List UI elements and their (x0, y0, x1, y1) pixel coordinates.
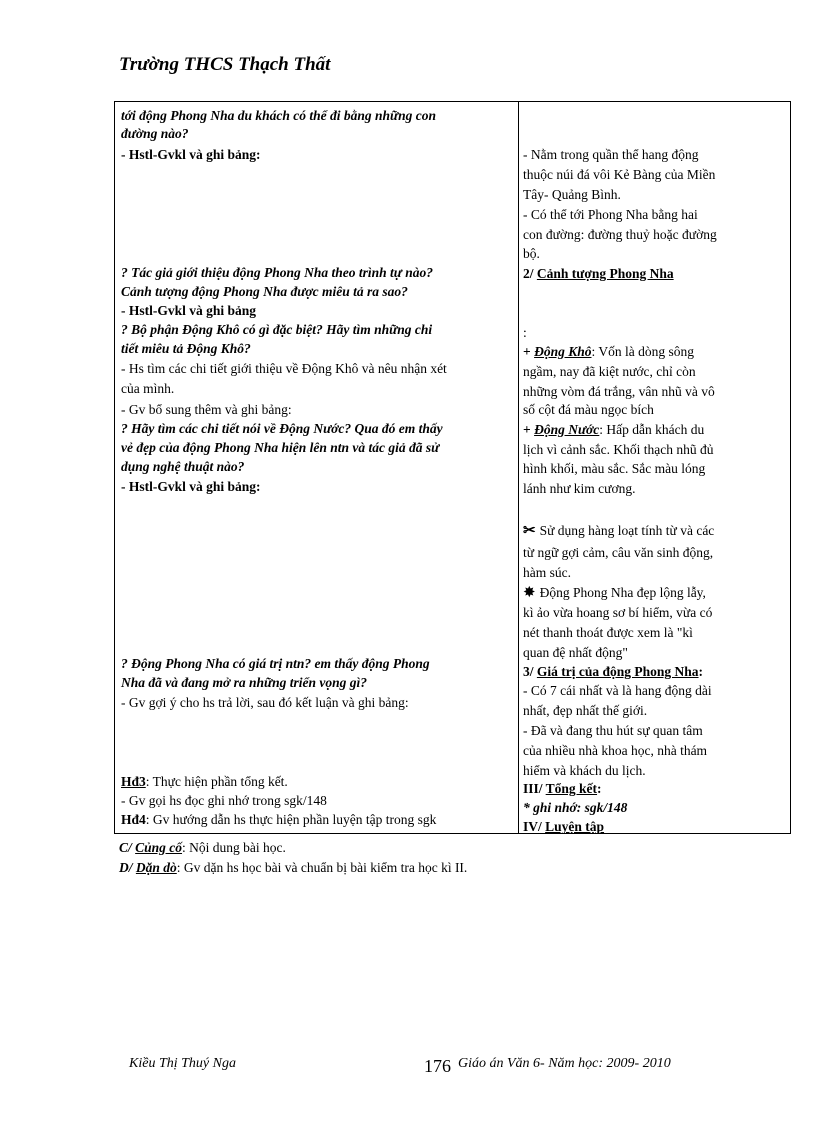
question-1-line-2: đường nào? (121, 126, 189, 141)
question-3-line-1: ? Bộ phận Động Khô có gì đặc biệt? Hãy tìm những chi (121, 322, 433, 337)
column-divider (518, 102, 519, 833)
question-3-line-2: tiết miêu tả Động Khô? (121, 341, 251, 356)
cung-co-line (119, 838, 286, 857)
dong-nuoc-title: Động Nước (534, 422, 600, 437)
question-4-note: - Hstl-Gvkl và ghi bảng: (121, 479, 261, 494)
value-2-line-3: hiểm và khách du lịch. (523, 763, 646, 778)
question-4-line-1: ? Hãy tìm các chi tiết nói về Động Nước? Qua đó em thấy (121, 421, 443, 436)
note-2-text: Động Phong Nha đẹp lộng lẫy, (539, 585, 706, 600)
dan-do-line (119, 858, 467, 877)
hd3-text: : Thực hiện phần tổng kết. (145, 774, 288, 789)
hd3-detail: - Gv gọi hs đọc ghi nhớ trong sgk/148 (121, 793, 327, 808)
note-2-line-2: kì ảo vừa hoang sơ bí hiểm, vừa có (523, 605, 713, 620)
question-2-note: - Hstl-Gvkl và ghi bảng (121, 303, 257, 318)
dong-kho-line-3: những vòm đá trắng, vân nhũ và vô (523, 384, 715, 399)
cung-co-prefix: C/ (119, 840, 136, 855)
section-4-heading (523, 779, 602, 798)
school-header: Trường THCS Thạch Thất (119, 54, 331, 75)
section-3-heading (523, 662, 703, 681)
question-2-line-2: Cảnh tượng động Phong Nha được miêu tả ra sao? (121, 284, 408, 299)
hd4-text: : Gv hướng dẫn hs thực hiện phần luyện tập trong sgk (145, 812, 437, 827)
dong-kho-plus: + (523, 344, 535, 359)
dong-nuoc-line-4: lánh như kim cương. (523, 481, 636, 496)
answer-1-line-2: thuộc núi đá vôi Kẻ Bàng của Miền (523, 167, 716, 182)
dong-kho-line-2: ngầm, nay đã kiệt nước, chỉ còn (523, 364, 696, 379)
section-4-title: Tổng kết (545, 781, 598, 796)
dong-kho-title: Động Khô (534, 344, 592, 359)
question-3-line-4: của mình. (121, 381, 175, 396)
question-3-line-5: - Gv bổ sung thêm và ghi bảng: (121, 402, 292, 417)
section-4-number: III/ (523, 781, 546, 796)
section-5-number: IV/ (523, 819, 546, 834)
note-2-line-3: nét thanh thoát được xem là "kì (523, 625, 693, 640)
cung-co-text: : Nội dung bài học. (182, 840, 286, 855)
section-4-colon: : (597, 781, 602, 796)
question-1-line-1: tới động Phong Nha du khách có thể đi bằng những con (121, 108, 437, 123)
note-1-line-1 (523, 521, 714, 541)
section-3-number: 3/ (523, 664, 537, 679)
cung-co-label: Củng cố (135, 840, 183, 855)
section-5-heading (523, 817, 604, 836)
question-5-line-2: Nha đã và đang mở ra những triển vọng gì? (121, 675, 367, 690)
question-4-line-3: dụng nghệ thuật nào? (121, 459, 245, 474)
hd4-line (121, 810, 436, 829)
page-number: 176 (424, 1056, 451, 1076)
question-3-line-3: - Hs tìm các chi tiết giới thiệu về Động Khô và nêu nhận xét (121, 361, 447, 376)
footer-author: Kiều Thị Thuý Nga (129, 1056, 236, 1071)
section-4-note: * ghi nhớ: sgk/148 (523, 800, 628, 815)
scissors-icon: ✂ (523, 523, 536, 539)
lesson-table (114, 101, 791, 834)
hd3-label: Hđ3 (121, 774, 146, 789)
dan-do-text: : Gv dặn hs học bài và chuẩn bị bài kiểm tra học kì II. (176, 860, 468, 875)
dong-nuoc-line-2: lịch vì cảnh sắc. Khối thạch nhũ đủ (523, 442, 714, 457)
value-2-line-1: - Đã và đang thu hút sự quan tâm (523, 723, 703, 738)
value-1-line-1: - Có 7 cái nhất và là hang động dài (523, 683, 712, 698)
dan-do-prefix: D/ (119, 860, 136, 875)
dong-nuoc-text-1: : Hấp dẫn khách du (599, 422, 705, 437)
answer-1-line-1: - Nằm trong quần thể hang động (523, 147, 699, 162)
question-2-line-1: ? Tác giả giới thiệu động Phong Nha theo trình tự nào? (121, 265, 434, 280)
answer-1-line-3: Tây- Quảng Bình. (523, 187, 621, 202)
section-3-colon: : (698, 664, 704, 679)
note-2-line-4: quan đệ nhất động" (523, 645, 628, 660)
answer-1-line-6: bộ. (523, 246, 540, 261)
answer-1-line-5: con đường: đường thuỷ hoặc đường (523, 227, 717, 242)
section-2-heading (523, 264, 674, 283)
footer-info: Giáo án Văn 6- Năm học: 2009- 2010 (458, 1056, 671, 1071)
dong-kho-text-1: : Vốn là dòng sông (591, 344, 694, 359)
section-3-title: Giá trị của động Phong Nha (536, 664, 699, 679)
answer-1-line-4: - Có thể tới Phong Nha bằng hai (523, 207, 698, 222)
hd3-line (121, 772, 288, 791)
note-1-text: Sử dụng hàng loạt tính từ và các (539, 523, 715, 538)
section-2-title: Cảnh tượng Phong Nha (536, 266, 674, 281)
question-4-line-2: vẻ đẹp của động Phong Nha hiện lên ntn và tác giả đã sử (121, 440, 440, 455)
dong-nuoc-plus: + (523, 422, 535, 437)
note-1-line-2: từ ngữ gợi cảm, câu văn sinh động, (523, 545, 714, 560)
question-5-line-1: ? Động Phong Nha có giá trị ntn? em thấy động Phong (121, 656, 430, 671)
hd4-label: Hđ4 (121, 812, 146, 827)
dan-do-label: Dặn dò (135, 860, 177, 875)
dong-nuoc-line-1 (523, 420, 704, 439)
question-1-note: - Hstl-Gvkl và ghi bảng: (121, 147, 261, 162)
colon-mark: : (523, 325, 527, 340)
flower-icon: ✸ (523, 585, 536, 601)
section-5-title: Luyện tập (545, 819, 605, 834)
value-1-line-2: nhất, đẹp nhất thế giới. (523, 703, 648, 718)
question-5-note: - Gv gợi ý cho hs trả lời, sau đó kết luận và ghi bảng: (121, 695, 409, 710)
note-2-line-1 (523, 583, 706, 603)
dong-kho-line-1 (523, 342, 694, 361)
dong-nuoc-line-3: hình khối, màu sắc. Sắc màu lóng (523, 461, 706, 476)
value-2-line-2: của nhiều nhà khoa học, nhà thám (523, 743, 708, 758)
section-2-number: 2/ (523, 266, 537, 281)
dong-kho-line-4: số cột đá màu ngọc bích (523, 402, 654, 417)
note-1-line-3: hàm súc. (523, 565, 571, 580)
